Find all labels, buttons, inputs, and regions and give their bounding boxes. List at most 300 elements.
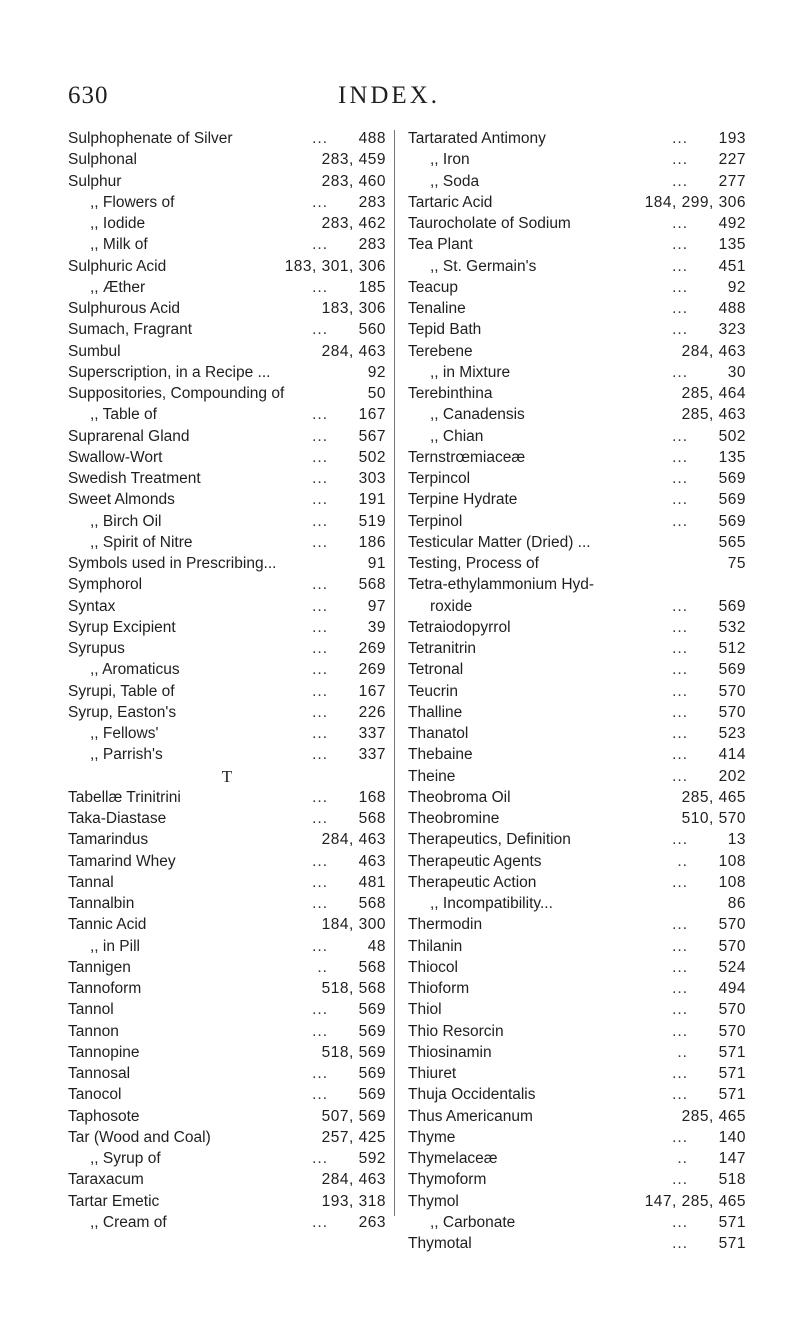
index-entry [408,766,746,787]
index-entry [408,808,746,829]
index-term: Testing, Process of [408,555,539,572]
page-references: 569 [358,1001,386,1019]
dot-leader: ... [672,1128,688,1146]
dot-leader: ... [672,363,688,381]
page-references: 570 [718,1022,746,1040]
index-term: ,, Milk of [90,236,148,254]
index-entry [68,277,386,298]
index-term: ,, Canadensis [430,406,525,424]
index-entry [68,341,386,362]
dot-leader: ... [672,682,688,700]
page-references: 135 [718,448,746,466]
page-references: 507, 569 [321,1107,386,1125]
page-references: 108 [718,852,746,870]
index-term: ,, Iodide [90,215,146,232]
index-term: Thio Resorcin [408,1022,504,1040]
index-entry [408,1106,746,1127]
index-term: Syrup, Easton's [68,703,177,721]
index-entry [68,1021,386,1042]
index-term: Sulphonal [68,151,137,169]
dot-leader: ... [312,576,328,594]
index-entry [408,404,746,425]
dot-leader: ... [672,215,688,232]
index-term: Sweet Almonds [68,491,175,509]
page-references: 568 [358,895,386,912]
index-term: Tannol [68,1001,114,1019]
index-term: Tannon [68,1022,119,1040]
index-entry [408,659,746,680]
index-entry [408,362,746,383]
dot-leader: ... [312,703,328,721]
index-term: Thymoform [408,1171,487,1189]
dot-leader: ... [312,278,328,296]
index-entry [408,936,746,957]
index-term: Sulphurous Acid [68,300,181,317]
index-entry [68,553,386,574]
dot-leader: ... [312,236,328,254]
index-term: Superscription, in a Recipe ... [68,363,271,381]
dot-leader: ... [672,597,688,615]
page-references: 185 [358,278,386,296]
page-references: 285, 463 [681,406,746,424]
index-entry [408,319,746,340]
page-references: 510, 570 [681,810,746,827]
index-term: Swedish Treatment [68,470,201,487]
index-entry [68,213,386,234]
page-references: 568 [358,958,386,976]
index-term: ,, in Mixture [430,363,511,381]
index-entry [68,171,386,192]
index-entry [408,149,746,170]
dot-leader: ... [312,448,328,466]
dot-leader: ... [672,767,688,785]
dot-leader: ... [312,746,328,764]
index-term: Thiocol [408,958,458,976]
page-references: 569 [718,661,746,679]
index-entry [68,787,386,808]
page-references: 518, 569 [321,1043,386,1061]
index-term: Syrupus [68,640,125,657]
index-term: Sulphuric Acid [68,257,167,275]
index-term: ,, Incompatibility... [430,895,553,912]
page-references: 283, 460 [321,172,386,190]
dot-leader: ... [312,533,328,551]
index-entry [408,532,746,553]
index-entry [68,362,386,383]
page-references: 414 [718,746,746,764]
index-term: Tetra-ethylammonium Hyd- [408,576,595,594]
page-references: 135 [718,236,746,254]
index-term: Suprarenal Gland [68,427,190,445]
dot-leader: ... [312,1150,328,1167]
dot-leader: ... [312,491,328,509]
index-entry [408,447,746,468]
index-entry [408,617,746,638]
index-term: Terpinol [408,512,463,530]
dot-leader: ... [672,427,688,445]
dot-leader: ... [672,873,688,891]
page-references: 147, 285, 465 [644,1192,746,1210]
index-term: Thus Americanum [408,1107,533,1125]
index-entry [408,1042,746,1063]
page-references: 571 [718,1213,746,1231]
index-term: Tanocol [68,1086,122,1104]
page-number: 630 [68,82,109,109]
page-references: 147 [718,1150,746,1167]
index-term: ,, Table of [90,406,157,424]
page-references: 463 [358,852,386,870]
page-references: 568 [358,810,386,827]
index-term: Tetraiodopyrrol [408,618,511,636]
index-entry [408,383,746,404]
index-entry [68,1169,386,1190]
page-references: 48 [367,937,386,955]
page-references: 567 [358,427,386,445]
page-references: 560 [358,321,386,339]
dot-leader: ... [672,1022,688,1040]
index-term: Testicular Matter (Dried) ... [408,533,591,551]
dot-leader: ... [672,618,688,636]
index-entry [408,1169,746,1190]
page-references: 571 [718,1086,746,1104]
index-term: Tannal [68,873,114,891]
index-entry [68,957,386,978]
index-term: Thiuret [408,1065,457,1082]
dot-leader: ... [672,321,688,339]
index-term: Terpincol [408,470,471,487]
dot-leader: ... [672,746,688,764]
index-term: ,, Iron [430,151,470,169]
index-term: ,, Birch Oil [90,512,162,530]
page-references: 569 [358,1022,386,1040]
index-entry [68,851,386,872]
dot-leader: ... [672,172,688,190]
page-references: 183, 301, 306 [284,257,386,275]
dot-leader: ... [672,257,688,275]
index-term: Terebinthina [408,385,493,402]
index-entry [408,851,746,872]
index-entry [68,1084,386,1105]
page-references: 570 [718,1001,746,1019]
index-term: Tannigen [68,958,131,976]
index-entry [408,128,746,149]
page-references: 570 [718,937,746,955]
index-term: ,, Syrup of [90,1150,161,1167]
dot-leader: ... [312,640,328,657]
index-term: Tartaric Acid [408,193,493,211]
page-references: 532 [718,618,746,636]
index-entry [408,1233,746,1254]
dot-leader: ... [672,1001,688,1019]
index-entry [68,128,386,149]
index-entry [68,1042,386,1063]
index-entry [68,426,386,447]
index-entry [408,978,746,999]
index-entry [68,468,386,489]
page-references: 269 [358,640,386,657]
page-references: 337 [358,746,386,764]
index-term: ,, Fellows' [90,725,159,742]
index-term: Tannalbin [68,895,135,912]
index-entry [68,1191,386,1212]
page-references: 569 [718,597,746,615]
page-references: 285, 464 [681,385,746,402]
index-term: Tannosal [68,1065,131,1082]
page-references: 226 [358,703,386,721]
page-references: 481 [358,873,386,891]
page-references: 92 [367,363,386,381]
index-term: Thiosinamin [408,1043,492,1061]
dot-leader: ... [312,427,328,445]
index-term: Thermodin [408,916,483,934]
dot-leader: ... [312,1086,328,1104]
index-term: ,, Cream of [90,1213,167,1231]
page-references: 75 [727,555,746,572]
page-references: 227 [718,151,746,169]
dot-leader: ... [672,725,688,742]
page-references: 565 [718,533,746,551]
page-references: 140 [718,1128,746,1146]
page-references: 488 [358,130,386,147]
page-references: 193 [718,130,746,147]
dot-leader: ... [312,130,328,147]
page-references: 569 [358,1065,386,1082]
index-entry [408,489,746,510]
page-references: 569 [718,470,746,487]
dot-leader: ... [312,788,328,806]
index-entry [408,744,746,765]
dot-leader: ... [312,1065,328,1082]
index-term: Sumach, Fragrant [68,321,193,339]
index-term: ,, Chian [430,427,484,445]
index-entry [68,234,386,255]
dot-leader: ... [312,512,328,530]
page-references: 202 [718,767,746,785]
index-entry [68,914,386,935]
dot-leader: ... [672,937,688,955]
dot-leader: ... [672,958,688,976]
dot-leader: ... [672,640,688,657]
page-references: 569 [358,1086,386,1104]
index-entry [408,1084,746,1105]
index-term: Tannopine [68,1043,140,1061]
index-entry [68,638,386,659]
page-references: 92 [727,278,746,296]
dot-leader: ... [672,470,688,487]
index-entry [68,1148,386,1169]
index-entry [408,723,746,744]
index-term: Tartarated Antimony [408,130,546,147]
page-references: 257, 425 [321,1128,386,1146]
index-entry [408,893,746,914]
index-term: Sulphophenate of Silver [68,130,233,147]
index-term: Theine [408,767,456,785]
index-term: Suppositories, Compounding of [68,385,285,402]
dot-leader: ... [672,703,688,721]
index-term: Tannic Acid [68,916,147,934]
index-entry [408,1212,746,1233]
dot-leader: ... [312,873,328,891]
index-entry [408,256,746,277]
page-header [0,82,800,118]
index-term: Syntax [68,597,116,615]
index-entry [68,659,386,680]
index-term: ,, Æther [90,278,146,296]
page-references: 303 [358,470,386,487]
dot-leader: ... [672,980,688,997]
page-references: 284, 463 [321,1171,386,1189]
dot-leader: ... [672,491,688,509]
index-entry [68,192,386,213]
dot-leader: ... [312,1001,328,1019]
index-entry [408,213,746,234]
dot-leader: ... [672,278,688,296]
dot-leader: ... [312,937,328,955]
index-entry [408,574,746,595]
section-letter: T [221,766,233,786]
index-entry [68,744,386,765]
index-entry [408,914,746,935]
index-term: Teacup [408,278,458,296]
index-term: Tabellæ Trinitrini [68,788,181,806]
index-term: Therapeutic Action [408,873,537,891]
index-entry [68,574,386,595]
page-references: 570 [718,703,746,721]
index-term: ,, Aromaticus [90,661,180,679]
index-entry [68,872,386,893]
page-references: 184, 299, 306 [644,193,746,211]
index-term: Taraxacum [68,1171,144,1189]
index-entry [68,1063,386,1084]
page-references: 502 [358,448,386,466]
index-entry [68,383,386,404]
index-term: ,, Parrish's [90,746,163,764]
index-entry [408,596,746,617]
page-references: 263 [358,1213,386,1231]
dot-leader: ... [672,448,688,466]
page-references: 283 [358,193,386,211]
index-term: Ternstrœmiaceæ [408,448,526,466]
index-entry [408,171,746,192]
index-term: ,, in Pill [90,937,140,955]
index-entry [68,404,386,425]
index-column-right [408,128,746,1254]
index-term: Thuja Occidentalis [408,1086,536,1104]
page-references: 285, 465 [681,788,746,806]
dot-leader: ... [312,895,328,912]
index-entry [68,1212,386,1233]
page-references: 570 [718,916,746,934]
index-term: ,, Spirit of Nitre [90,533,193,551]
index-term: Taka-Diastase [68,810,167,827]
dot-leader: ... [312,618,328,636]
index-term: Tamarind Whey [68,852,176,870]
index-entry [408,341,746,362]
index-entry [408,1191,746,1212]
index-term: roxide [430,597,473,615]
index-entry [68,489,386,510]
index-entry [408,787,746,808]
index-term: Tetranitrin [408,640,477,657]
index-entry [68,511,386,532]
index-entry [68,808,386,829]
index-term: Thyme [408,1128,456,1146]
dot-leader: ... [312,810,328,827]
index-term: Tenaline [408,300,466,317]
index-term: Syrupi, Table of [68,682,175,700]
index-term: Terpine Hydrate [408,491,518,509]
page-references: 108 [718,873,746,891]
index-term: Thilanin [408,937,463,955]
index-entry [408,234,746,255]
page-references: 283, 459 [321,151,386,169]
dot-leader: .. [317,958,328,976]
page-references: 570 [718,682,746,700]
page-references: 277 [718,172,746,190]
page-references: 97 [367,597,386,615]
page-references: 283, 462 [321,215,386,232]
dot-leader: ... [312,406,328,424]
dot-leader: ... [312,193,328,211]
dot-leader: ... [312,661,328,679]
page-references: 284, 463 [681,342,746,360]
dot-leader: ... [672,1213,688,1231]
index-term: Terebene [408,342,473,360]
dot-leader: ... [312,682,328,700]
dot-leader: ... [312,470,328,487]
index-term: Teucrin [408,682,458,700]
index-entry [68,829,386,850]
page-references: 571 [718,1235,746,1252]
page-references: 186 [358,533,386,551]
index-entry [408,638,746,659]
page-references: 167 [358,682,386,700]
page-references: 323 [718,321,746,339]
page-references: 488 [718,300,746,317]
index-entry [408,553,746,574]
index-term: Therapeutic Agents [408,852,542,870]
index-entry [68,1127,386,1148]
index-entry [408,192,746,213]
page-references: 184, 300 [321,916,386,934]
page-references: 50 [367,385,386,402]
index-entry [408,468,746,489]
index-entry [408,872,746,893]
dot-leader: ... [672,130,688,147]
dot-leader: .. [677,1043,688,1061]
dot-leader: ... [312,1213,328,1231]
index-term: Sulphur [68,172,122,190]
index-entry [68,723,386,744]
page-references: 269 [358,661,386,679]
dot-leader: ... [672,916,688,934]
index-term: Thiol [408,1001,442,1019]
page-references: 494 [718,980,746,997]
index-entry [408,999,746,1020]
page-references: 451 [718,257,746,275]
page-references: 168 [358,788,386,806]
page-references: 571 [718,1065,746,1082]
page-references: 13 [727,831,746,849]
index-entry [408,298,746,319]
index-entry [68,149,386,170]
index-term: Symbols used in Prescribing... [68,555,277,572]
index-entry [68,978,386,999]
page-references: 86 [727,895,746,912]
dot-leader: ... [672,1065,688,1082]
dot-leader: ... [672,831,688,849]
index-term: Theobroma Oil [408,788,511,806]
